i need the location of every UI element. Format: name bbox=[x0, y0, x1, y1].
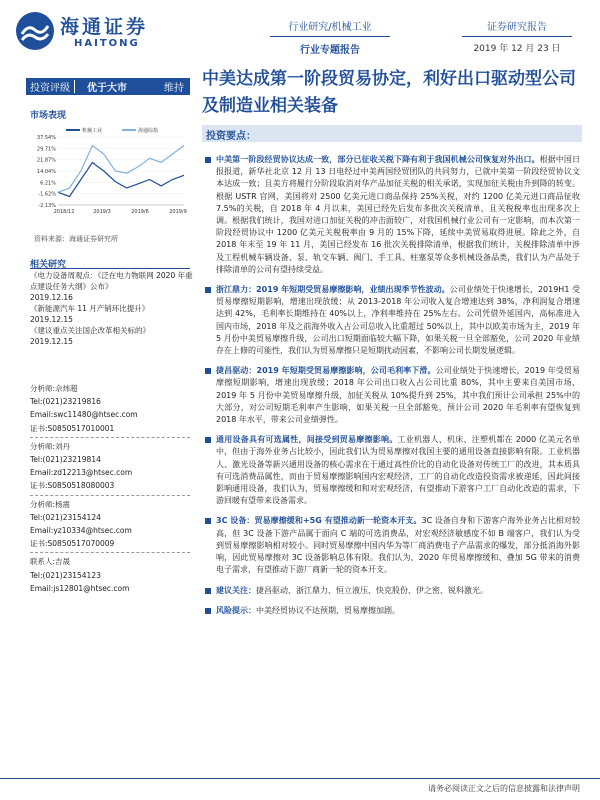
key-point-paragraph bbox=[202, 605, 580, 617]
haitong-logo-icon bbox=[14, 10, 56, 52]
rating-action: 维持 bbox=[164, 83, 184, 94]
related-item-date: 2019.12.16 bbox=[30, 293, 73, 302]
analyst-divider bbox=[30, 552, 190, 553]
related-list bbox=[30, 270, 195, 347]
analyst-divider bbox=[30, 437, 190, 438]
key-point-lead: 风险提示： bbox=[216, 605, 256, 615]
analyst-info-line: Tel:(021)23154123 bbox=[30, 570, 101, 580]
key-point-text: 根据中国日报报道，新华社北京 12 月 13 日电经过中美两国经贸团队的共同努力，已就中美第一阶段经贸协议文本达成一致；且美方将履行分阶段取消对华产品加征关税的相关承诺，实现加征关税由升到降的转变。根据 USTR 官网，美国将对 2500 亿美元进口商品保持 25%关税，对约 1200 亿美元进口商品征收 7.5%的关税，自 2018 年 4 月以来，美国已经先后发布多批次关税清单，且关税税率也出现多次上调。根据我们统计，我国对进口加征关税的冲击面较广，对我国机械行业公司有一定影响，而本次第一阶段经贸协议中 1200 亿美元关税税率由 9 月的 15%下降，延续中美贸易取得进展。除此之外，自 2018 年末至 19 年 11 月，美国已经发布 16 批次关税排除清单，根据我们统计，关税排除清单中涉及工程机械车辆设备、泵、轨交车辆、阀门、手工具、柱塞泵等众多机械设备品类，我们认为产品处于排除清单的公司有望持续受益。 bbox=[216, 155, 581, 274]
footer-divider bbox=[0, 778, 600, 779]
page-header bbox=[0, 0, 600, 64]
analyst-info-line: 分析师:杨震 bbox=[30, 499, 71, 509]
y-tick-label: 29.71% bbox=[36, 146, 56, 153]
analyst-info-line: 证书:S0850517010001 bbox=[30, 423, 115, 433]
key-point-text: 工业机器人、机床、注塑机都在 2000 亿美元名单中，但由于海外业务占比较小，因此我们认为贸易摩擦对我国主要的通用设备直接影响有限。工业机器人、激光设备等新兴通用设备的核心需求在于通过高性价比的自动化设备对传统工厂的改进，其本质具有可选消费品属性，而由于贸易摩擦影响国内宏观经济，工厂的自动化改造投资需求被递延，因此间接影响通用设备，我们认为，贸易摩擦缓和和对宏观经济，有望推动下游客户工厂自动化改造的需求，下游回暖有望带来设备需求。 bbox=[216, 435, 580, 506]
report-category bbox=[270, 18, 390, 56]
related-title: 相关研究 bbox=[30, 260, 67, 270]
y-tick-label: 37.54% bbox=[36, 135, 56, 141]
analyst-info-line: 证书:S0850517070009 bbox=[30, 539, 115, 549]
report-type-label: 行业专题报告 bbox=[300, 45, 360, 56]
rating-bar bbox=[26, 78, 190, 95]
footer-disclaimer: 请务必阅读正文之后的信息披露和法律声明 bbox=[428, 784, 580, 793]
key-point-lead: 捷昌驱动：2019 年短期受贸易摩擦影响，公司毛利率下滑。 bbox=[216, 366, 436, 376]
analyst-card bbox=[30, 555, 190, 595]
analyst-card bbox=[30, 440, 190, 493]
related-item[interactable] bbox=[30, 270, 195, 303]
rating-value: 优于大市 bbox=[87, 83, 127, 94]
related-item-title[interactable]: 《电力设备周观点：《泛在电力物联网 2020 年重点建设任务大纲》公布》 bbox=[30, 271, 193, 291]
key-point-text: 3C 设备自身和下游客户海外业务占比相对较高，但 3C 设备下游产品属于面向 C 端的可选消费品，对宏观经济敏感度不如 B 端客户，我们认为受到贸易摩擦影响相对较小。同时贸易摩擦中国内华为等厂商消费电子产品需求的爆发，部分抵消海外影响，因此贸易摩擦对 3C 设备影响总体有限。我们认为，2020 年贸易摩擦缓和、叠加 5G 带来的消费电子需求，有望推动下游厂商新一轮的资本开支。 bbox=[216, 516, 581, 575]
report-date: 2019 年 12 月 23 日 bbox=[473, 44, 561, 54]
key-point-text: 公司业绩处于快速增长，2019 年受贸易摩擦短期影响，增速出现放缓；2018 年公司出口收入占公司比重 80%，其中主要来自美国市场，2019 年 5 月份中美贸易摩擦升级，加征关税从 10%提升到 25%，其中我们预计公司承担 25%中的大部分，对公司短期毛利率产生影响，如果关税一旦全部豁免，预计公司 2020 年毛利率有望恢复到 2018 年水平，带来公司业绩弹性。 bbox=[216, 366, 580, 425]
report-body bbox=[202, 154, 580, 625]
analyst-info-line[interactable]: Email:swc11480@htsec.com bbox=[30, 410, 138, 420]
market-chart bbox=[30, 125, 190, 225]
analyst-info-line[interactable]: Email:js12801@htsec.com bbox=[30, 583, 130, 593]
rating-label: 投资评级 bbox=[30, 83, 70, 94]
related-item[interactable] bbox=[30, 303, 195, 325]
key-point-paragraph bbox=[202, 585, 580, 597]
analyst-info-line: Tel:(021)23219814 bbox=[30, 455, 101, 465]
chart-source: 资料来源：海通证券研究所 bbox=[34, 235, 118, 243]
analyst-info-line: 证书:S0850518080003 bbox=[30, 481, 115, 491]
haitong-logo bbox=[14, 10, 164, 54]
report-title: 中美达成第一阶段贸易协定，利好出口驱动型公司及制造业相关装备 bbox=[202, 69, 576, 116]
key-points-label: 投资要点： bbox=[206, 131, 256, 142]
y-tick-label: -2.13% bbox=[38, 203, 56, 209]
y-tick-label: -1.62% bbox=[38, 191, 56, 198]
key-point-paragraph bbox=[202, 515, 580, 576]
key-point-text: 捷昌驱动、浙江鼎力、恒立液压、快克股份、伊之密、锐科激光。 bbox=[256, 585, 488, 595]
key-point-lead: 通用设备具有可选属性，间接受到贸易摩擦影响。 bbox=[216, 435, 398, 445]
report-right-label: 证券研究报告 bbox=[462, 18, 572, 37]
series-line-machine bbox=[58, 163, 184, 197]
analyst-divider bbox=[30, 495, 190, 496]
analyst-info-line[interactable]: Email:zd12213@htsec.com bbox=[30, 468, 133, 478]
report-meta bbox=[462, 18, 572, 54]
key-points-bar bbox=[202, 125, 582, 142]
y-tick-label: 14.04% bbox=[36, 169, 56, 175]
y-tick-label: 21.87% bbox=[36, 157, 56, 164]
category-label: 行业研究/机械工业 bbox=[270, 18, 390, 37]
logo-text-cn: 海通证券 bbox=[60, 16, 149, 38]
analyst-info-line[interactable]: Email:yz10334@htsec.com bbox=[30, 526, 132, 536]
x-tick-label: 2019/6 bbox=[131, 209, 149, 215]
analyst-card bbox=[30, 498, 190, 551]
key-point-paragraph bbox=[202, 154, 580, 276]
key-point-paragraph bbox=[202, 434, 580, 507]
x-tick-label: 2018/12 bbox=[53, 209, 75, 215]
analyst-info-line: Tel:(021)23154124 bbox=[30, 512, 101, 522]
related-divider bbox=[30, 268, 190, 269]
y-tick-label: 6.21% bbox=[40, 180, 56, 187]
rating-divider bbox=[74, 80, 83, 93]
related-item-title[interactable]: 《建议重点关注国企改革相关标的》 bbox=[30, 326, 150, 335]
x-tick-label: 2019/9 bbox=[169, 209, 187, 215]
key-point-lead: 3C 设备：贸易摩擦缓和+5G 有望推动新一轮资本开支。 bbox=[216, 516, 422, 526]
analyst-list bbox=[30, 382, 190, 595]
analyst-info-line: 分析师:佘炜超 bbox=[30, 384, 78, 393]
key-point-text: 中美经贸协议不达预期，贸易摩擦加剧。 bbox=[256, 605, 400, 615]
key-point-lead: 浙江鼎力：2019 年短期受贸易摩擦影响，业绩出现季节性波动。 bbox=[216, 285, 450, 295]
key-point-paragraph bbox=[202, 365, 580, 426]
legend-label-machine: 机械工业 bbox=[82, 128, 103, 134]
x-tick-label: 2019/3 bbox=[93, 209, 111, 215]
analyst-info-line: 联系人:吉晟 bbox=[30, 557, 71, 567]
related-item-title[interactable]: 《新能源汽车 11 月产销环比提升》 bbox=[30, 304, 150, 313]
logo-text-en: HAITONG bbox=[74, 38, 140, 49]
key-point-text: 公司业绩处于快速增长，2019H1 受贸易摩擦短期影响，增速出现放缓；从 2013-2018 年公司收入复合增速达到 38%，净利润复合增速达到 42%，毛利率长期维持在 40%以上，净利率维持在 25%左右。公司凭借外延国内，高标准进入国内市场，2018 年及之前海外收入占公司总收入比重超过 50%以上，其中以欧美市场为主，2019 年 5 月份中美贸易摩擦升级，公司出口短期面临较大幅下降，如果关税一旦全部豁免，公司 2020 年业绩存在上修的可能性，我们认为贸易摩擦只是短期扰动因素，不影响公司长期发展逻辑。 bbox=[216, 285, 580, 356]
related-item-date: 2019.12.15 bbox=[30, 337, 73, 346]
key-point-lead: 建议关注： bbox=[216, 585, 256, 595]
analyst-info-line: Tel:(021)23219816 bbox=[30, 397, 101, 407]
key-point-lead: 中美第一阶段经贸协议达成一致，部分已征收关税下降有利于我国机械公司恢复对外出口。 bbox=[216, 155, 540, 164]
analyst-info-line: 分析师:刘丹 bbox=[30, 441, 71, 451]
key-point-paragraph bbox=[202, 284, 580, 357]
related-item[interactable] bbox=[30, 325, 195, 347]
related-item-date: 2019.12.15 bbox=[30, 315, 73, 324]
market-title: 市场表现 bbox=[30, 111, 67, 121]
legend-label-index: 海通综指 bbox=[138, 128, 159, 134]
analyst-card bbox=[30, 382, 190, 435]
